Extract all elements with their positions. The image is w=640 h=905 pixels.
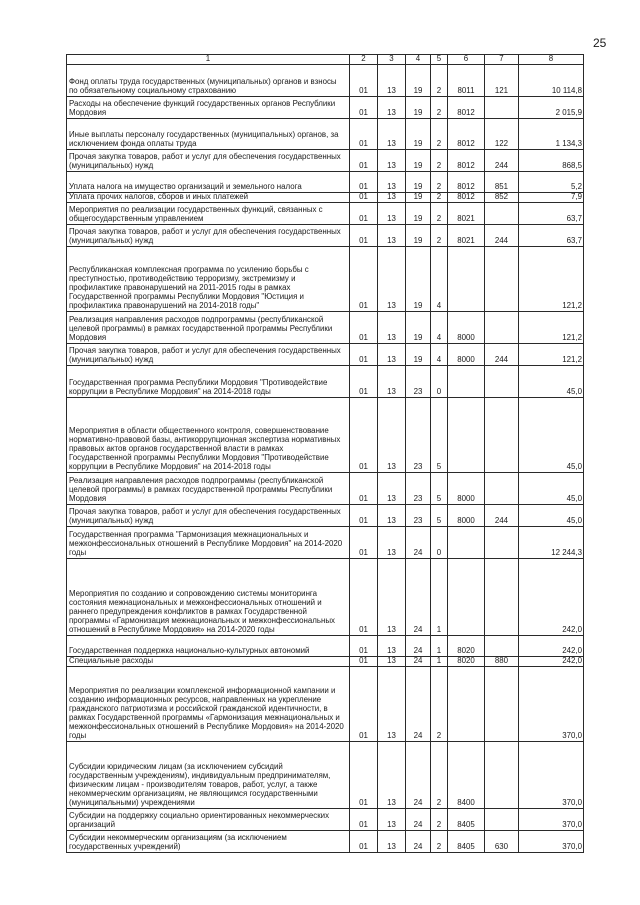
row-code-7 <box>485 398 519 473</box>
row-code-7 <box>485 473 519 505</box>
row-code-5: 2 <box>431 225 448 247</box>
row-name: Мероприятия в области общественного контроля, совершенствование нормативно-правовой базы, антикоррупционная экспертиза нормативных правовых актов органов государственной власти в рамках Государственной программы Республики Мордовия "Противодействие коррупции в Республике Мордовия" на 2014-2018 годы <box>67 398 350 473</box>
row-code-5: 5 <box>431 505 448 527</box>
row-code-4: 24 <box>406 636 431 657</box>
header-col-2: 2 <box>350 55 378 65</box>
row-code-4: 24 <box>406 527 431 559</box>
row-code-2: 01 <box>350 667 378 742</box>
row-code-3: 13 <box>378 742 406 809</box>
row-code-6: 8021 <box>448 225 485 247</box>
row-code-5: 1 <box>431 657 448 667</box>
table-body <box>67 65 584 853</box>
row-name: Государственная программа "Гармонизация межнациональных и межконфессиональных отношений в Республике Мордовия" на 2014-2020 годы <box>67 527 350 559</box>
row-code-2: 01 <box>350 247 378 312</box>
row-code-5: 2 <box>431 150 448 172</box>
row-code-6: 8400 <box>448 742 485 809</box>
row-amount: 63,7 <box>519 203 584 225</box>
row-code-6: 8021 <box>448 203 485 225</box>
row-amount: 242,0 <box>519 657 584 667</box>
table-row <box>67 203 584 225</box>
row-code-6: 8405 <box>448 809 485 831</box>
row-code-4: 23 <box>406 398 431 473</box>
row-code-6: 8012 <box>448 97 485 119</box>
row-code-5: 2 <box>431 65 448 97</box>
row-code-3: 13 <box>378 119 406 150</box>
table-row <box>67 398 584 473</box>
header-col-6: 6 <box>448 55 485 65</box>
row-code-4: 19 <box>406 247 431 312</box>
row-amount: 370,0 <box>519 667 584 742</box>
row-amount: 242,0 <box>519 559 584 636</box>
row-code-7: 244 <box>485 505 519 527</box>
row-name: Мероприятия по реализации комплексной информационной кампании и созданию информационных ресурсов, направленных на укрепление гражданского патриотизма и российской гражданской идентичности, в рамках Государственной программы «Гармонизация межнациональных и межконфессиональных отношений в Республике Мордовия» на 2014-2020 годы <box>67 667 350 742</box>
row-code-5: 2 <box>431 172 448 193</box>
row-code-2: 01 <box>350 65 378 97</box>
row-code-6: 8020 <box>448 657 485 667</box>
table-row <box>67 831 584 853</box>
row-code-7 <box>485 366 519 398</box>
row-code-5: 2 <box>431 742 448 809</box>
row-code-7 <box>485 742 519 809</box>
row-code-4: 19 <box>406 203 431 225</box>
row-code-5: 4 <box>431 344 448 366</box>
row-code-6: 8012 <box>448 193 485 203</box>
row-code-6: 8000 <box>448 344 485 366</box>
row-code-4: 23 <box>406 473 431 505</box>
row-code-3: 13 <box>378 97 406 119</box>
row-code-2: 01 <box>350 312 378 344</box>
row-code-4: 19 <box>406 312 431 344</box>
row-code-6: 8012 <box>448 119 485 150</box>
row-code-2: 01 <box>350 203 378 225</box>
row-name: Уплата прочих налогов, сборов и иных платежей <box>67 193 350 203</box>
row-code-2: 01 <box>350 831 378 853</box>
row-name: Республиканская комплексная программа по усилению борьбы с преступностью, противодействию терроризму, экстремизму и профилактике правонарушений на 2011-2015 годы в рамках Государственной программы Республики Мордовия "Юстиция и профилактика правонарушений на 2014-2018 годы" <box>67 247 350 312</box>
row-code-3: 13 <box>378 65 406 97</box>
row-name: Субсидии некоммерческим организациям (за исключением государственных учреждений) <box>67 831 350 853</box>
row-code-5: 4 <box>431 312 448 344</box>
table-row <box>67 667 584 742</box>
row-code-6 <box>448 247 485 312</box>
budget-table <box>66 54 584 853</box>
row-amount: 45,0 <box>519 398 584 473</box>
row-code-3: 13 <box>378 473 406 505</box>
row-code-6: 8405 <box>448 831 485 853</box>
row-amount: 7,9 <box>519 193 584 203</box>
table-row <box>67 312 584 344</box>
table-row <box>67 527 584 559</box>
row-amount: 121,2 <box>519 247 584 312</box>
row-code-7 <box>485 312 519 344</box>
row-amount: 45,0 <box>519 366 584 398</box>
row-code-4: 24 <box>406 667 431 742</box>
row-code-7: 244 <box>485 150 519 172</box>
header-col-8: 8 <box>519 55 584 65</box>
row-code-6 <box>448 527 485 559</box>
table-row <box>67 742 584 809</box>
row-code-2: 01 <box>350 473 378 505</box>
row-code-6 <box>448 366 485 398</box>
row-amount: 370,0 <box>519 742 584 809</box>
row-code-3: 13 <box>378 505 406 527</box>
table-row <box>67 809 584 831</box>
row-code-4: 24 <box>406 559 431 636</box>
row-code-5: 2 <box>431 809 448 831</box>
table-row <box>67 559 584 636</box>
row-code-4: 19 <box>406 119 431 150</box>
row-name: Субсидии юридическим лицам (за исключением субсидий государственным учреждениям), индивидуальным предпринимателям, физическим лицам - производителям товаров, работ, услуг, а также некоммерческим организациям, не являющимся государственными (муниципальными) учреждениями <box>67 742 350 809</box>
row-amount: 12 244,3 <box>519 527 584 559</box>
row-code-2: 01 <box>350 657 378 667</box>
row-code-3: 13 <box>378 559 406 636</box>
row-code-6: 8012 <box>448 150 485 172</box>
row-code-3: 13 <box>378 831 406 853</box>
row-code-6 <box>448 667 485 742</box>
row-amount: 10 114,8 <box>519 65 584 97</box>
row-code-3: 13 <box>378 527 406 559</box>
row-code-7 <box>485 636 519 657</box>
row-code-6: 8012 <box>448 172 485 193</box>
row-amount: 45,0 <box>519 505 584 527</box>
table-row <box>67 225 584 247</box>
table-row <box>67 473 584 505</box>
row-name: Государственная программа Республики Мордовия "Противодействие коррупции в Республике Мордовия" на 2014-2018 годы <box>67 366 350 398</box>
row-code-2: 01 <box>350 559 378 636</box>
row-code-4: 24 <box>406 831 431 853</box>
row-amount: 370,0 <box>519 809 584 831</box>
header-col-1: 1 <box>67 55 350 65</box>
row-code-2: 01 <box>350 636 378 657</box>
row-code-4: 24 <box>406 809 431 831</box>
row-code-5: 0 <box>431 527 448 559</box>
row-name: Уплата налога на имущество организаций и земельного налога <box>67 172 350 193</box>
row-name: Иные выплаты персоналу государственных (муниципальных) органов, за исключением фонда оплаты труда <box>67 119 350 150</box>
row-code-4: 19 <box>406 344 431 366</box>
row-code-3: 13 <box>378 809 406 831</box>
row-code-5: 4 <box>431 247 448 312</box>
row-code-6: 8000 <box>448 312 485 344</box>
row-name: Прочая закупка товаров, работ и услуг для обеспечения государственных (муниципальных) нужд <box>67 505 350 527</box>
row-code-7 <box>485 559 519 636</box>
row-code-3: 13 <box>378 398 406 473</box>
row-code-5: 5 <box>431 398 448 473</box>
row-name: Реализация направления расходов подпрограммы (республиканской целевой программы) в рамках государственной программы Республики Мордовия <box>67 473 350 505</box>
header-col-5: 5 <box>431 55 448 65</box>
row-code-2: 01 <box>350 366 378 398</box>
row-code-7: 852 <box>485 193 519 203</box>
table-row <box>67 657 584 667</box>
row-amount: 45,0 <box>519 473 584 505</box>
row-code-3: 13 <box>378 150 406 172</box>
row-code-4: 19 <box>406 172 431 193</box>
header-col-7: 7 <box>485 55 519 65</box>
header-col-4: 4 <box>406 55 431 65</box>
row-code-5: 2 <box>431 667 448 742</box>
row-name: Прочая закупка товаров, работ и услуг для обеспечения государственных (муниципальных) нужд <box>67 150 350 172</box>
row-code-2: 01 <box>350 119 378 150</box>
row-code-5: 2 <box>431 119 448 150</box>
row-code-7 <box>485 809 519 831</box>
table-row <box>67 119 584 150</box>
row-code-5: 2 <box>431 831 448 853</box>
row-code-3: 13 <box>378 636 406 657</box>
row-code-6: 8000 <box>448 505 485 527</box>
table-row <box>67 172 584 193</box>
row-code-3: 13 <box>378 366 406 398</box>
row-code-2: 01 <box>350 344 378 366</box>
row-name: Реализация направления расходов подпрограммы (республиканской целевой программы) в рамках государственной программы Республики Мордовия <box>67 312 350 344</box>
table-row <box>67 65 584 97</box>
row-code-3: 13 <box>378 172 406 193</box>
row-code-4: 19 <box>406 65 431 97</box>
row-code-7 <box>485 203 519 225</box>
row-code-2: 01 <box>350 225 378 247</box>
row-code-3: 13 <box>378 667 406 742</box>
row-code-3: 13 <box>378 203 406 225</box>
table-row <box>67 366 584 398</box>
row-amount: 63,7 <box>519 225 584 247</box>
row-code-4: 19 <box>406 193 431 203</box>
row-code-7 <box>485 247 519 312</box>
row-code-4: 24 <box>406 742 431 809</box>
row-code-2: 01 <box>350 172 378 193</box>
row-name: Прочая закупка товаров, работ и услуг для обеспечения государственных (муниципальных) нужд <box>67 225 350 247</box>
row-name: Государственная поддержка национально-культурных автономий <box>67 636 350 657</box>
table-row <box>67 247 584 312</box>
row-code-7: 630 <box>485 831 519 853</box>
row-code-5: 1 <box>431 636 448 657</box>
table-header-row <box>67 55 584 65</box>
row-name: Субсидии на поддержку социально ориентированных некоммерческих организаций <box>67 809 350 831</box>
row-code-7: 880 <box>485 657 519 667</box>
row-name: Специальные расходы <box>67 657 350 667</box>
header-col-3: 3 <box>378 55 406 65</box>
row-code-5: 2 <box>431 193 448 203</box>
row-code-2: 01 <box>350 193 378 203</box>
table-row <box>67 97 584 119</box>
row-code-6 <box>448 398 485 473</box>
row-code-7: 244 <box>485 225 519 247</box>
row-code-2: 01 <box>350 150 378 172</box>
row-code-7 <box>485 527 519 559</box>
row-code-2: 01 <box>350 527 378 559</box>
row-name: Мероприятия по реализации государственных функций, связанных с общегосударственным управлением <box>67 203 350 225</box>
table-row <box>67 505 584 527</box>
row-code-3: 13 <box>378 193 406 203</box>
table-row <box>67 193 584 203</box>
row-code-4: 24 <box>406 657 431 667</box>
row-code-6 <box>448 559 485 636</box>
row-amount: 370,0 <box>519 831 584 853</box>
row-code-3: 13 <box>378 344 406 366</box>
page-number: 25 <box>593 36 607 50</box>
row-amount: 242,0 <box>519 636 584 657</box>
row-code-4: 23 <box>406 505 431 527</box>
row-name: Расходы на обеспечение функций государственных органов Республики Мордовия <box>67 97 350 119</box>
row-code-5: 2 <box>431 203 448 225</box>
row-code-3: 13 <box>378 247 406 312</box>
row-name: Фонд оплаты труда государственных (муниципальных) органов и взносы по обязательному социальному страхованию <box>67 65 350 97</box>
row-amount: 2 015,9 <box>519 97 584 119</box>
row-code-2: 01 <box>350 809 378 831</box>
row-code-2: 01 <box>350 505 378 527</box>
row-code-5: 1 <box>431 559 448 636</box>
row-code-5: 2 <box>431 97 448 119</box>
row-amount: 868,5 <box>519 150 584 172</box>
row-code-3: 13 <box>378 657 406 667</box>
row-code-3: 13 <box>378 225 406 247</box>
row-amount: 121,2 <box>519 312 584 344</box>
row-amount: 5,2 <box>519 172 584 193</box>
row-code-5: 5 <box>431 473 448 505</box>
row-code-2: 01 <box>350 97 378 119</box>
row-code-7: 122 <box>485 119 519 150</box>
row-code-3: 13 <box>378 312 406 344</box>
row-code-6: 8000 <box>448 473 485 505</box>
row-code-7: 244 <box>485 344 519 366</box>
table-row <box>67 636 584 657</box>
row-code-7 <box>485 97 519 119</box>
row-code-2: 01 <box>350 742 378 809</box>
row-code-7: 121 <box>485 65 519 97</box>
row-amount: 1 134,3 <box>519 119 584 150</box>
row-code-4: 19 <box>406 150 431 172</box>
row-code-4: 19 <box>406 97 431 119</box>
row-code-7: 851 <box>485 172 519 193</box>
row-code-7 <box>485 667 519 742</box>
row-name: Прочая закупка товаров, работ и услуг для обеспечения государственных (муниципальных) нужд <box>67 344 350 366</box>
row-code-5: 0 <box>431 366 448 398</box>
table-row <box>67 344 584 366</box>
row-amount: 121,2 <box>519 344 584 366</box>
row-code-2: 01 <box>350 398 378 473</box>
row-code-4: 19 <box>406 225 431 247</box>
table-row <box>67 150 584 172</box>
row-code-6: 8011 <box>448 65 485 97</box>
row-code-6: 8020 <box>448 636 485 657</box>
row-code-4: 23 <box>406 366 431 398</box>
row-name: Мероприятия по созданию и сопровождению системы мониторинга состояния межнациональных и межконфессиональных отношений и раннего предупреждения конфликтов в рамках Государственной программы «Гармонизация межнациональных и межконфессиональных отношений в Республике Мордовия» на 2014-2020 годы <box>67 559 350 636</box>
